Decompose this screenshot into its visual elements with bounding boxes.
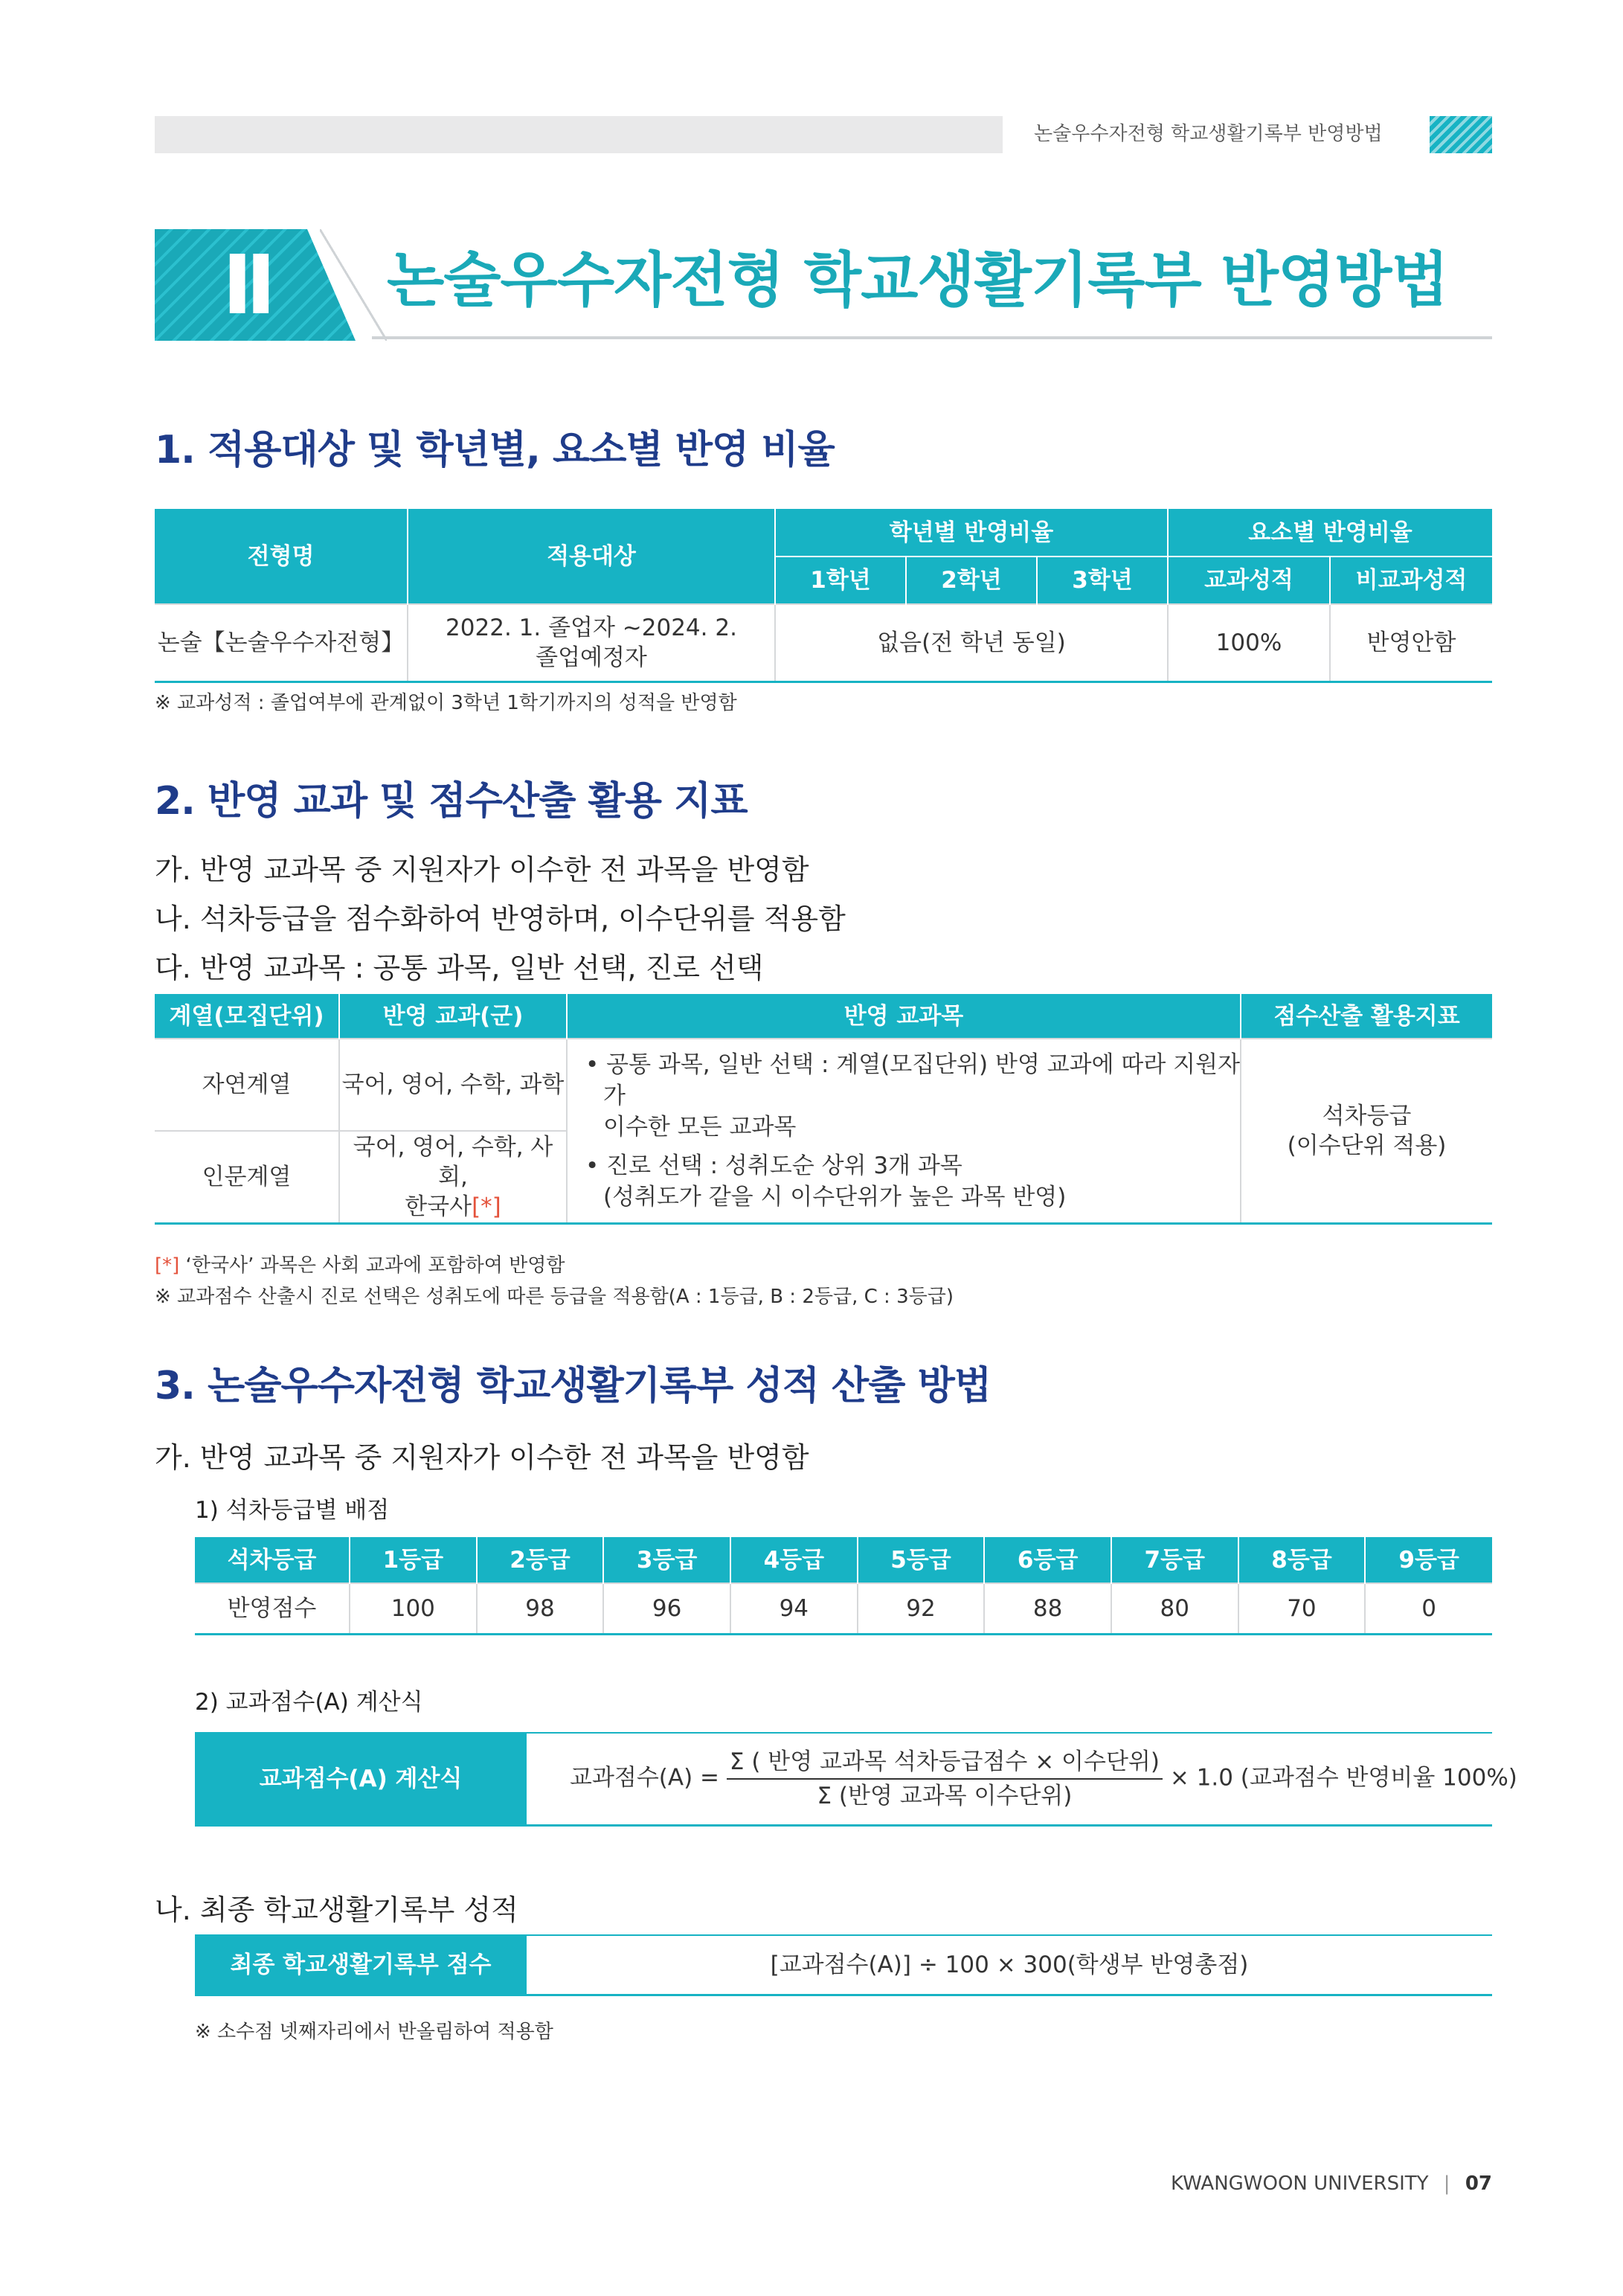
formula-lhs: 교과점수(A) =: [570, 1764, 720, 1792]
th-grade-5: 5등급: [858, 1537, 985, 1583]
bullet-2-line2: (성취도가 같을 시 이수단위가 높은 과목 반영): [603, 1183, 1067, 1210]
grade-score-table: [195, 1537, 1492, 1635]
final-formula: [교과점수(A)] ÷ 100 × 300(학생부 반영총점): [770, 1951, 1249, 1978]
chapter-number: Ⅱ: [222, 237, 277, 333]
bullet-2-line1: • 진로 선택 : 성취도순 상위 3개 과목: [585, 1152, 962, 1179]
formula-cell: [527, 1733, 1517, 1825]
cell-score-label: 반영점수: [195, 1583, 350, 1634]
cell-score-5: 92: [858, 1583, 985, 1634]
th-subjects: 반영 교과목: [567, 994, 1241, 1039]
cell-score-1: 100: [350, 1583, 477, 1634]
university-name: KWANGWOON UNIVERSITY: [1171, 2172, 1429, 2195]
subject-table: [155, 994, 1492, 1225]
th-grade-3: 3등급: [603, 1537, 730, 1583]
th-grade: 석차등급: [195, 1537, 350, 1583]
section2-note1: [*] ‘한국사’ 과목은 사회 교과에 포함하여 반영함: [155, 1254, 565, 1277]
th-indicator: 점수산출 활용지표: [1241, 994, 1492, 1039]
footer-separator: |: [1443, 2172, 1450, 2195]
footnote-mark: [*]: [472, 1193, 501, 1220]
cell-target-line2: 졸업예정자: [536, 644, 647, 671]
cell-field-humanities: 인문계열: [155, 1131, 339, 1223]
subject-group-line2: 한국사: [405, 1193, 472, 1220]
formula-fraction: [727, 1747, 1163, 1811]
th-target: 적용대상: [408, 509, 775, 604]
section3-sub-ga: 가. 반영 교과목 중 지원자가 이수한 전 과목을 반영함: [155, 1441, 809, 1474]
th-grade-4: 4등급: [730, 1537, 858, 1583]
cell-subject-group-natural: 국어, 영어, 수학, 과학: [339, 1039, 567, 1131]
page-footer: [1171, 2172, 1492, 2195]
bullet-1-line2: 이수한 모든 교과목: [603, 1113, 797, 1141]
th-academic: 교과성적: [1168, 557, 1330, 604]
cell-academic: 100%: [1168, 604, 1330, 682]
cell-score-2: 98: [477, 1583, 604, 1634]
cell-indicator: [1241, 1039, 1492, 1223]
th-grade-6: 6등급: [984, 1537, 1111, 1583]
cell-subjects: [567, 1039, 1241, 1223]
cell-score-8: 70: [1238, 1583, 1366, 1634]
cell-score-7: 80: [1111, 1583, 1238, 1634]
cell-score-3: 96: [603, 1583, 730, 1634]
header-stripe-decoration: [1430, 116, 1492, 153]
section2-item-ga: 가. 반영 교과목 중 지원자가 이수한 전 과목을 반영함: [155, 853, 809, 886]
section3-sub-2: 2) 교과점수(A) 계산식: [195, 1689, 423, 1716]
th-grade2: 2학년: [906, 557, 1037, 604]
cell-score-4: 94: [730, 1583, 858, 1634]
section3-title: 3. 논술우수자전형 학교생활기록부 성적 산출 방법: [155, 1364, 992, 1408]
final-score-table: [195, 1934, 1492, 1996]
th-non-academic: 비교과성적: [1330, 557, 1492, 604]
subject-group-line1: 국어, 영어, 수학, 사회,: [353, 1133, 553, 1190]
cell-score-6: 88: [984, 1583, 1111, 1634]
formula-denominator: Σ (반영 교과목 이수단위): [817, 1782, 1073, 1809]
th-grade-1: 1등급: [350, 1537, 477, 1583]
cell-score-9: 0: [1365, 1583, 1492, 1634]
cell-type: 논술【논술우수자전형】: [155, 604, 408, 682]
bullet-1-line1: • 공통 과목, 일반 선택 : 계열(모집단위) 반영 교과에 따라 지원자가: [585, 1051, 1241, 1109]
chapter-title: 논술우수자전형 학교생활기록부 반영방법: [387, 246, 1448, 315]
cell-target: [408, 604, 775, 682]
th-grade1: 1학년: [775, 557, 906, 604]
footnote-mark: [*]: [155, 1254, 180, 1277]
cell-target-line1: 2022. 1. 졸업자 ~2024. 2.: [446, 614, 737, 641]
th-grade-9: 9등급: [1365, 1537, 1492, 1583]
formula-rhs: × 1.0 (교과점수 반영비율 100%): [1169, 1764, 1517, 1792]
th-element-ratio: 요소별 반영비율: [1168, 509, 1492, 557]
formula-label: 교과점수(A) 계산식: [195, 1733, 527, 1825]
th-grade-8: 8등급: [1238, 1537, 1366, 1583]
section2-item-na: 나. 석차등급을 점수화하여 반영하며, 이수단위를 적용함: [155, 902, 846, 935]
th-type: 전형명: [155, 509, 408, 604]
indicator-line1: 석차등급: [1322, 1102, 1412, 1129]
section1-title: 1. 적용대상 및 학년별, 요소별 반영 비율: [155, 428, 835, 472]
running-title: 논술우수자전형 학교생활기록부 반영방법: [1034, 123, 1383, 145]
final-label: 최종 학교생활기록부 점수: [195, 1935, 527, 1995]
formula-numerator: Σ ( 반영 교과목 석차등급점수 × 이수단위): [727, 1747, 1163, 1780]
cell-subject-group-humanities: [339, 1131, 567, 1223]
indicator-line2: (이수단위 적용): [1287, 1132, 1447, 1159]
section2-item-da: 다. 반영 교과목 : 공통 과목, 일반 선택, 진로 선택: [155, 952, 764, 984]
section3-sub-1: 1) 석차등급별 배점: [195, 1497, 390, 1524]
th-grade3: 3학년: [1037, 557, 1168, 604]
section2-note2: ※ 교과점수 산출시 진로 선택은 성취도에 따른 등급을 적용함(A : 1등급, B : 2등급, C : 3등급): [155, 1286, 954, 1308]
th-field: 계열(모집단위): [155, 994, 339, 1039]
header-bar: [155, 116, 1003, 153]
page-number: 07: [1465, 2172, 1492, 2195]
formula-table: [195, 1732, 1517, 1827]
cell-non-academic: 반영안함: [1330, 604, 1492, 682]
chapter-underline: [372, 336, 1492, 339]
th-grade-7: 7등급: [1111, 1537, 1238, 1583]
chapter-slash-decoration: [320, 229, 387, 341]
th-grade-ratio: 학년별 반영비율: [775, 509, 1168, 557]
cell-grade-ratio: 없음(전 학년 동일): [775, 604, 1168, 682]
cell-field-natural: 자연계열: [155, 1039, 339, 1131]
section2-title: 2. 반영 교과 및 점수산출 활용 지표: [155, 779, 748, 824]
th-grade-2: 2등급: [477, 1537, 604, 1583]
application-ratio-table: [155, 509, 1492, 683]
section1-note: ※ 교과성적 : 졸업여부에 관계없이 3학년 1학기까지의 성적을 반영함: [155, 692, 737, 714]
section3-note: ※ 소수점 넷째자리에서 반올림하여 적용함: [195, 2021, 553, 2043]
th-subject-group: 반영 교과(군): [339, 994, 567, 1039]
section3-sub-na: 나. 최종 학교생활기록부 성적: [155, 1893, 518, 1926]
